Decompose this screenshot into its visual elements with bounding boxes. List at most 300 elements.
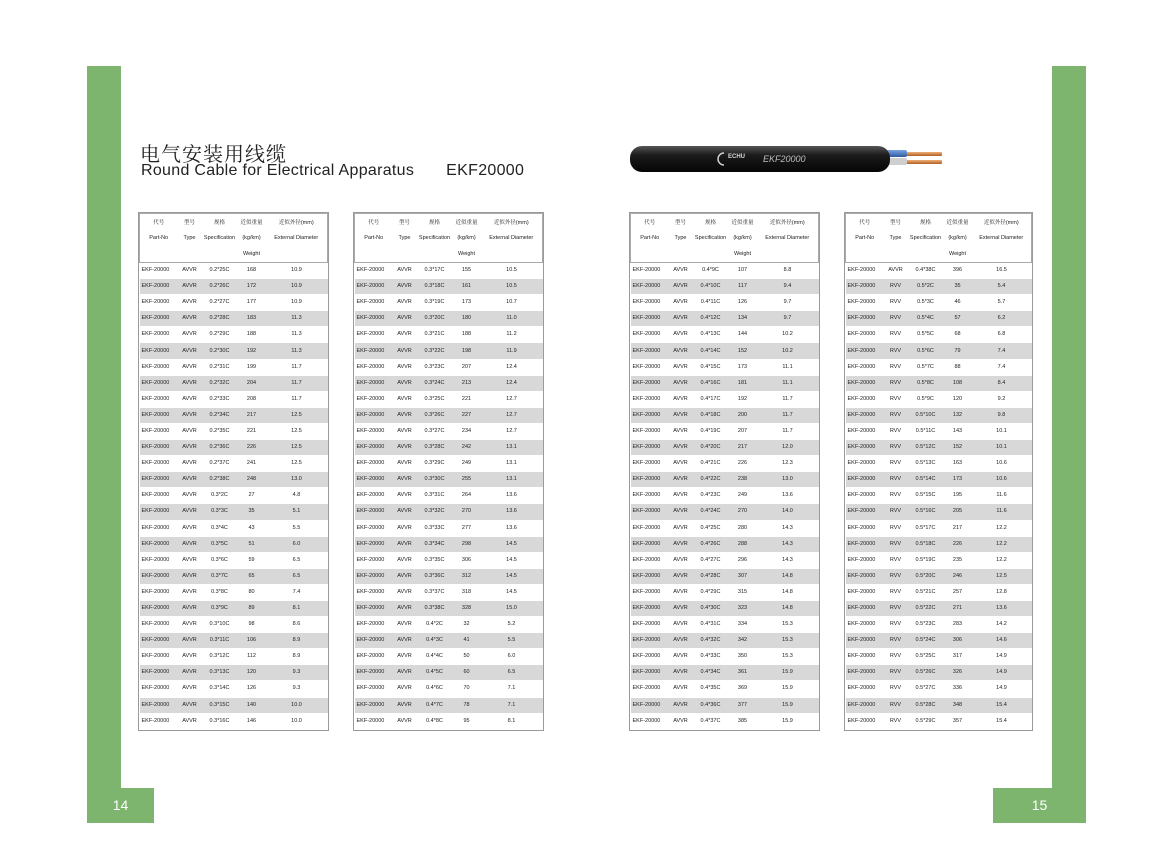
specification-cell: 0.5*7C: [908, 359, 944, 375]
type-cell: AVVR: [178, 681, 202, 697]
column-header: 规格: [693, 214, 729, 231]
table-row: [631, 697, 819, 713]
diameter-cell: 12.5: [266, 440, 328, 456]
column-header: Type: [393, 230, 417, 246]
weight-cell: 317: [944, 649, 972, 665]
table-row: [355, 633, 543, 649]
type-cell: RVV: [884, 423, 908, 439]
column-header: [393, 246, 417, 263]
type-cell: RVV: [884, 520, 908, 536]
part-no-cell: EKF-20000: [140, 697, 178, 713]
table-row: [846, 359, 1032, 375]
weight-cell: 315: [729, 584, 757, 600]
weight-cell: 134: [729, 311, 757, 327]
diameter-cell: 9.7: [757, 295, 819, 311]
table-row: [355, 359, 543, 375]
type-cell: AVVR: [669, 536, 693, 552]
part-no-cell: EKF-20000: [631, 584, 669, 600]
diameter-cell: 11.3: [266, 343, 328, 359]
specification-cell: 0.3*20C: [417, 311, 453, 327]
weight-cell: 173: [453, 295, 481, 311]
table-row: [355, 327, 543, 343]
type-cell: AVVR: [178, 617, 202, 633]
table-row: [631, 440, 819, 456]
table-row: [631, 665, 819, 681]
specification-cell: 0.4*29C: [693, 584, 729, 600]
column-header: Weight: [238, 246, 266, 263]
table-row: [631, 472, 819, 488]
specification-cell: 0.4*23C: [693, 488, 729, 504]
type-cell: AVVR: [178, 375, 202, 391]
specification-cell: 0.4*31C: [693, 617, 729, 633]
weight-cell: 248: [238, 472, 266, 488]
weight-cell: 152: [729, 343, 757, 359]
type-cell: AVVR: [178, 472, 202, 488]
part-no-cell: EKF-20000: [846, 295, 884, 311]
diameter-cell: 14.9: [972, 649, 1032, 665]
table-row: [846, 327, 1032, 343]
part-no-cell: EKF-20000: [355, 423, 393, 439]
specification-cell: 0.4*26C: [693, 536, 729, 552]
part-no-cell: EKF-20000: [846, 536, 884, 552]
weight-cell: 234: [453, 423, 481, 439]
specification-cell: 0.5*22C: [908, 600, 944, 616]
table-row: [846, 504, 1032, 520]
diameter-cell: 10.0: [266, 713, 328, 729]
table-row: [355, 472, 543, 488]
table-row: [846, 343, 1032, 359]
type-cell: AVVR: [393, 633, 417, 649]
part-no-cell: EKF-20000: [846, 488, 884, 504]
diameter-cell: 11.7: [266, 375, 328, 391]
diameter-cell: 5.4: [972, 279, 1032, 295]
table-row: [355, 520, 543, 536]
weight-cell: 195: [944, 488, 972, 504]
type-cell: RVV: [884, 617, 908, 633]
specification-cell: 0.5*26C: [908, 665, 944, 681]
table-row: [140, 343, 328, 359]
part-no-cell: EKF-20000: [355, 359, 393, 375]
part-no-cell: EKF-20000: [140, 472, 178, 488]
table-row: [140, 407, 328, 423]
diameter-cell: 6.8: [972, 327, 1032, 343]
table-row: [140, 633, 328, 649]
weight-cell: 95: [453, 713, 481, 729]
diameter-cell: 10.1: [972, 440, 1032, 456]
type-cell: RVV: [884, 552, 908, 568]
column-header: Part-No: [631, 230, 669, 246]
table-row: [631, 633, 819, 649]
left-accent-bar: [87, 66, 121, 823]
part-no-cell: EKF-20000: [140, 681, 178, 697]
table-row: [631, 359, 819, 375]
weight-cell: 249: [729, 488, 757, 504]
weight-cell: 226: [729, 456, 757, 472]
specification-cell: 0.2*33C: [202, 391, 238, 407]
weight-cell: 257: [944, 584, 972, 600]
type-cell: AVVR: [669, 295, 693, 311]
specification-cell: 0.4*13C: [693, 327, 729, 343]
type-cell: AVVR: [178, 407, 202, 423]
weight-cell: 172: [238, 279, 266, 295]
weight-cell: 369: [729, 681, 757, 697]
diameter-cell: 11.3: [266, 311, 328, 327]
specification-cell: 0.5*6C: [908, 343, 944, 359]
weight-cell: 306: [944, 633, 972, 649]
part-no-cell: EKF-20000: [140, 536, 178, 552]
weight-cell: 307: [729, 568, 757, 584]
diameter-cell: 14.3: [757, 552, 819, 568]
specification-cell: 0.4*25C: [693, 520, 729, 536]
type-cell: AVVR: [669, 423, 693, 439]
weight-cell: 318: [453, 584, 481, 600]
type-cell: AVVR: [669, 263, 693, 279]
weight-cell: 198: [453, 343, 481, 359]
diameter-cell: 10.9: [266, 279, 328, 295]
part-no-cell: EKF-20000: [631, 343, 669, 359]
type-cell: AVVR: [669, 665, 693, 681]
weight-cell: 199: [238, 359, 266, 375]
type-cell: RVV: [884, 504, 908, 520]
part-no-cell: EKF-20000: [140, 343, 178, 359]
diameter-cell: 14.2: [972, 617, 1032, 633]
type-cell: AVVR: [178, 568, 202, 584]
type-cell: AVVR: [669, 697, 693, 713]
part-no-cell: EKF-20000: [846, 391, 884, 407]
part-no-cell: EKF-20000: [355, 617, 393, 633]
weight-cell: 348: [944, 697, 972, 713]
type-cell: RVV: [884, 536, 908, 552]
diameter-cell: 11.1: [757, 359, 819, 375]
table-row: [846, 617, 1032, 633]
table-row: [140, 617, 328, 633]
weight-cell: 204: [238, 375, 266, 391]
specification-cell: 0.3*9C: [202, 600, 238, 616]
type-cell: RVV: [884, 327, 908, 343]
type-cell: AVVR: [393, 407, 417, 423]
weight-cell: 143: [944, 423, 972, 439]
part-no-cell: EKF-20000: [355, 600, 393, 616]
type-cell: AVVR: [669, 279, 693, 295]
part-no-cell: EKF-20000: [355, 391, 393, 407]
diameter-cell: 16.5: [972, 263, 1032, 279]
specification-cell: 0.3*15C: [202, 697, 238, 713]
type-cell: AVVR: [178, 504, 202, 520]
part-no-cell: EKF-20000: [355, 520, 393, 536]
specification-cell: 0.5*4C: [908, 311, 944, 327]
table-row: [355, 713, 543, 729]
part-no-cell: EKF-20000: [846, 456, 884, 472]
diameter-cell: 14.3: [757, 520, 819, 536]
specification-cell: 0.3*19C: [417, 295, 453, 311]
weight-cell: 207: [729, 423, 757, 439]
type-cell: AVVR: [393, 456, 417, 472]
column-header: 近似外径(mm): [972, 214, 1032, 231]
diameter-cell: 12.2: [972, 520, 1032, 536]
table-row: [846, 488, 1032, 504]
column-header: Specification: [417, 230, 453, 246]
weight-cell: 350: [729, 649, 757, 665]
table-row: [140, 311, 328, 327]
weight-cell: 208: [238, 391, 266, 407]
weight-cell: 238: [729, 472, 757, 488]
part-no-cell: EKF-20000: [846, 520, 884, 536]
specification-cell: 0.4*18C: [693, 407, 729, 423]
specification-cell: 0.5*8C: [908, 375, 944, 391]
part-no-cell: EKF-20000: [631, 263, 669, 279]
cable-brand-text: ECHU: [728, 154, 746, 160]
type-cell: AVVR: [178, 665, 202, 681]
column-header: Specification: [202, 230, 238, 246]
table-row: [631, 488, 819, 504]
table-row: [355, 440, 543, 456]
type-cell: AVVR: [669, 440, 693, 456]
specification-cell: 0.4*38C: [908, 263, 944, 279]
part-no-cell: EKF-20000: [140, 295, 178, 311]
part-no-cell: EKF-20000: [846, 649, 884, 665]
part-no-cell: EKF-20000: [355, 488, 393, 504]
type-cell: AVVR: [393, 600, 417, 616]
diameter-cell: 10.0: [266, 697, 328, 713]
diameter-cell: 13.6: [757, 488, 819, 504]
part-no-cell: EKF-20000: [140, 456, 178, 472]
specification-cell: 0.3*13C: [202, 665, 238, 681]
column-header: [355, 246, 393, 263]
table-row: [355, 295, 543, 311]
weight-cell: 334: [729, 617, 757, 633]
weight-cell: 41: [453, 633, 481, 649]
type-cell: RVV: [884, 697, 908, 713]
weight-cell: 205: [944, 504, 972, 520]
diameter-cell: 6.5: [266, 568, 328, 584]
column-header: Type: [884, 230, 908, 246]
part-no-cell: EKF-20000: [355, 649, 393, 665]
column-header: 近似重量: [729, 214, 757, 231]
diameter-cell: 15.4: [972, 713, 1032, 729]
weight-cell: 117: [729, 279, 757, 295]
weight-cell: 183: [238, 311, 266, 327]
type-cell: AVVR: [393, 617, 417, 633]
diameter-cell: 11.0: [481, 311, 543, 327]
weight-cell: 361: [729, 665, 757, 681]
part-no-cell: EKF-20000: [355, 584, 393, 600]
diameter-cell: 10.5: [481, 279, 543, 295]
table-row: [846, 407, 1032, 423]
diameter-cell: 10.9: [266, 295, 328, 311]
part-no-cell: EKF-20000: [846, 375, 884, 391]
table-row: [631, 520, 819, 536]
table-row: [140, 456, 328, 472]
table-row: [140, 279, 328, 295]
part-no-cell: EKF-20000: [355, 327, 393, 343]
part-no-cell: EKF-20000: [140, 520, 178, 536]
table-row: [846, 456, 1032, 472]
table-row: [140, 713, 328, 729]
part-no-cell: EKF-20000: [846, 279, 884, 295]
type-cell: AVVR: [669, 327, 693, 343]
table-row: [140, 391, 328, 407]
type-cell: RVV: [884, 343, 908, 359]
table-row: [140, 665, 328, 681]
specification-cell: 0.5*9C: [908, 391, 944, 407]
table-row: [631, 263, 819, 279]
table-row: [355, 343, 543, 359]
table-row: [355, 568, 543, 584]
specification-cell: 0.4*11C: [693, 295, 729, 311]
diameter-cell: 6.5: [481, 665, 543, 681]
specification-cell: 0.5*27C: [908, 681, 944, 697]
weight-cell: 46: [944, 295, 972, 311]
diameter-cell: 5.5: [266, 520, 328, 536]
part-no-cell: EKF-20000: [846, 407, 884, 423]
diameter-cell: 6.2: [972, 311, 1032, 327]
diameter-cell: 5.5: [481, 633, 543, 649]
weight-cell: 192: [238, 343, 266, 359]
cable-image: [628, 143, 948, 175]
specification-cell: 0.3*24C: [417, 375, 453, 391]
weight-cell: 312: [453, 568, 481, 584]
diameter-cell: 11.3: [266, 327, 328, 343]
specification-cell: 0.5*17C: [908, 520, 944, 536]
weight-cell: 108: [944, 375, 972, 391]
weight-cell: 126: [238, 681, 266, 697]
diameter-cell: 15.3: [757, 633, 819, 649]
part-no-cell: EKF-20000: [140, 279, 178, 295]
diameter-cell: 11.1: [757, 375, 819, 391]
table-row: [631, 391, 819, 407]
diameter-cell: 10.6: [972, 472, 1032, 488]
table-row: [355, 263, 543, 279]
table-row: [140, 472, 328, 488]
part-no-cell: EKF-20000: [355, 456, 393, 472]
specification-cell: 0.3*17C: [417, 263, 453, 279]
diameter-cell: 8.1: [266, 600, 328, 616]
specification-cell: 0.4*36C: [693, 697, 729, 713]
part-no-cell: EKF-20000: [631, 633, 669, 649]
weight-cell: 270: [453, 504, 481, 520]
diameter-cell: 15.9: [757, 665, 819, 681]
diameter-cell: 9.7: [757, 311, 819, 327]
weight-cell: 43: [238, 520, 266, 536]
type-cell: AVVR: [393, 295, 417, 311]
specification-cell: 0.2*26C: [202, 279, 238, 295]
part-no-cell: EKF-20000: [846, 665, 884, 681]
type-cell: AVVR: [178, 311, 202, 327]
diameter-cell: 7.1: [481, 681, 543, 697]
type-cell: RVV: [884, 665, 908, 681]
specification-cell: 0.3*37C: [417, 584, 453, 600]
table-row: [355, 456, 543, 472]
cable-print-text: EKF20000: [763, 154, 806, 164]
diameter-cell: 14.9: [972, 665, 1032, 681]
type-cell: AVVR: [669, 456, 693, 472]
specification-cell: 0.4*9C: [693, 263, 729, 279]
weight-cell: 50: [453, 649, 481, 665]
specification-cell: 0.3*33C: [417, 520, 453, 536]
part-no-cell: EKF-20000: [355, 263, 393, 279]
column-header: [266, 246, 328, 263]
diameter-cell: 4.8: [266, 488, 328, 504]
column-header: External Diameter: [266, 230, 328, 246]
part-no-cell: EKF-20000: [355, 375, 393, 391]
column-header: 规格: [908, 214, 944, 231]
part-no-cell: EKF-20000: [140, 327, 178, 343]
column-header: Weight: [729, 246, 757, 263]
weight-cell: 277: [453, 520, 481, 536]
diameter-cell: 5.2: [481, 617, 543, 633]
diameter-cell: 9.3: [266, 681, 328, 697]
column-header: [178, 246, 202, 263]
table-header-row: [355, 214, 543, 231]
column-header: 型号: [178, 214, 202, 231]
weight-cell: 35: [238, 504, 266, 520]
part-no-cell: EKF-20000: [355, 536, 393, 552]
part-no-cell: EKF-20000: [631, 600, 669, 616]
column-header: Weight: [944, 246, 972, 263]
weight-cell: 188: [238, 327, 266, 343]
specification-cell: 0.2*31C: [202, 359, 238, 375]
table-row: [846, 600, 1032, 616]
weight-cell: 88: [944, 359, 972, 375]
diameter-cell: 6.5: [266, 552, 328, 568]
column-header: Weight: [453, 246, 481, 263]
type-cell: RVV: [884, 359, 908, 375]
part-no-cell: EKF-20000: [355, 504, 393, 520]
column-header: 近似重量: [238, 214, 266, 231]
specification-cell: 0.5*12C: [908, 440, 944, 456]
part-no-cell: EKF-20000: [631, 665, 669, 681]
weight-cell: 80: [238, 584, 266, 600]
part-no-cell: EKF-20000: [846, 568, 884, 584]
weight-cell: 213: [453, 375, 481, 391]
weight-cell: 173: [944, 472, 972, 488]
part-no-cell: EKF-20000: [355, 311, 393, 327]
column-header: [846, 246, 884, 263]
table-row: [355, 552, 543, 568]
part-no-cell: EKF-20000: [355, 697, 393, 713]
part-no-cell: EKF-20000: [355, 279, 393, 295]
table-row: [631, 343, 819, 359]
type-cell: AVVR: [393, 375, 417, 391]
weight-cell: 217: [944, 520, 972, 536]
column-header: [693, 246, 729, 263]
diameter-cell: 12.5: [266, 456, 328, 472]
part-no-cell: EKF-20000: [140, 375, 178, 391]
table-row: [631, 536, 819, 552]
type-cell: AVVR: [393, 359, 417, 375]
part-no-cell: EKF-20000: [355, 552, 393, 568]
part-no-cell: EKF-20000: [140, 552, 178, 568]
type-cell: AVVR: [393, 552, 417, 568]
table-row: [355, 423, 543, 439]
table-row: [355, 407, 543, 423]
part-no-cell: EKF-20000: [140, 359, 178, 375]
table-row: [355, 536, 543, 552]
diameter-cell: 11.9: [481, 343, 543, 359]
column-header: External Diameter: [972, 230, 1032, 246]
diameter-cell: 11.7: [757, 407, 819, 423]
weight-cell: 242: [453, 440, 481, 456]
diameter-cell: 14.0: [757, 504, 819, 520]
table-row: [355, 488, 543, 504]
part-no-cell: EKF-20000: [846, 681, 884, 697]
weight-cell: 396: [944, 263, 972, 279]
type-cell: AVVR: [393, 423, 417, 439]
table-row: [355, 375, 543, 391]
type-cell: RVV: [884, 295, 908, 311]
weight-cell: 306: [453, 552, 481, 568]
type-cell: RVV: [884, 600, 908, 616]
